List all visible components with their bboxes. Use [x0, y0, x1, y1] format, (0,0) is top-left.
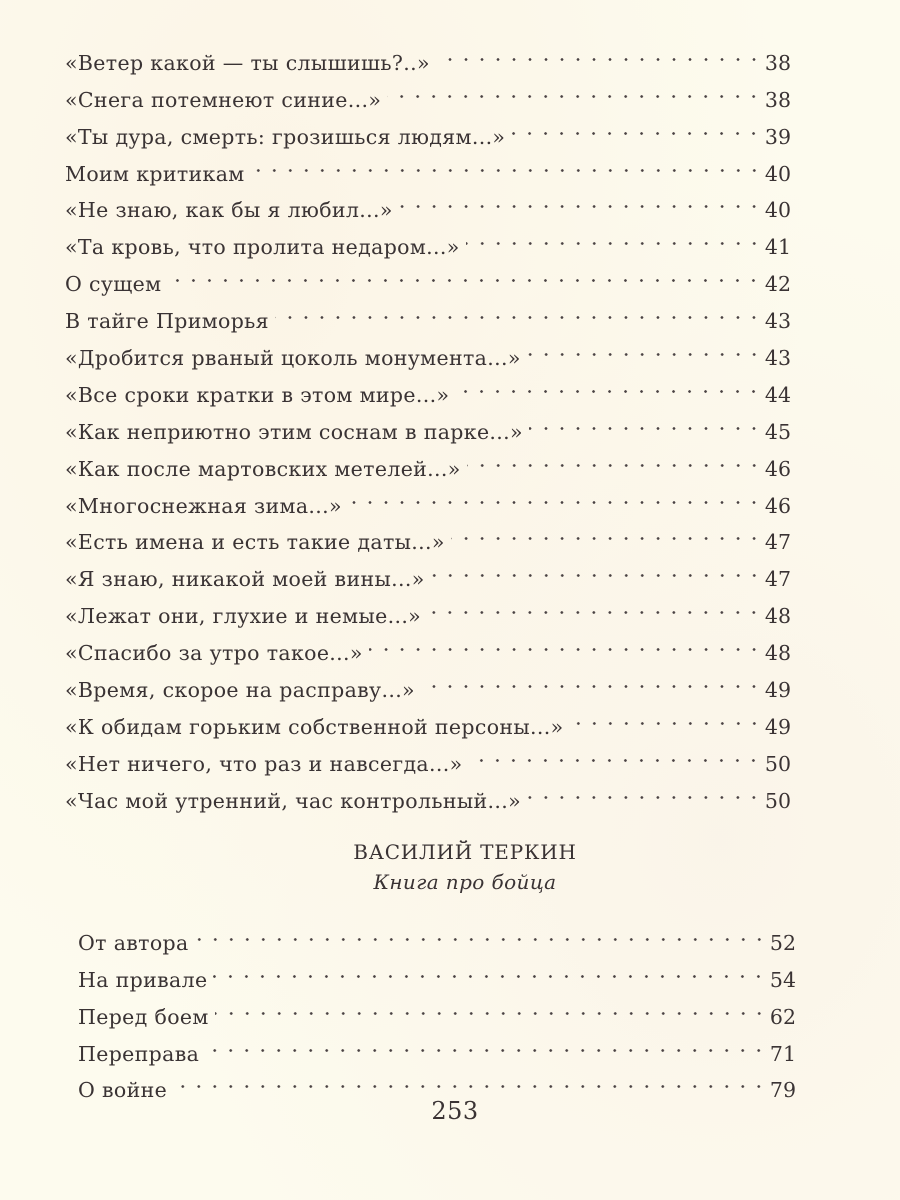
page-number-footer: 253 [431, 1097, 479, 1125]
dot-leader [468, 734, 761, 771]
entry-title: На привале [78, 967, 208, 992]
entry-page-number: 52 [769, 930, 796, 955]
entry-title: В тайге Приморья [65, 309, 269, 334]
dot-leader [167, 254, 761, 291]
entry-title: «Я знаю, никакой моей вины...» [65, 567, 425, 592]
entry-title: «Ветер какой — ты слышишь?..» [65, 50, 430, 75]
dot-leader [466, 217, 762, 254]
entry-title: «Час мой утренний, час контрольный...» [65, 788, 522, 813]
entry-title: «Ты дура, смерть: грозишься людям...» [65, 124, 506, 149]
entry-title: «Спасибо за утро такое...» [65, 641, 363, 666]
toc-entry [65, 33, 791, 75]
entry-title: Моим критикам [65, 161, 245, 186]
entry-title: «Дробится рваный цоколь монумента...» [65, 346, 521, 371]
section-subtitle: Книга про бойца [373, 870, 557, 894]
table-of-contents-part-2 [78, 913, 796, 1103]
entry-title: «Многоснежная зима...» [65, 493, 342, 518]
entry-page-number: 48 [764, 604, 791, 629]
entry-page-number: 49 [764, 714, 791, 739]
dot-leader [421, 660, 762, 697]
entry-page-number: 45 [764, 419, 791, 444]
entry-title: От автора [78, 930, 189, 955]
entry-page-number: 46 [764, 456, 791, 481]
entry-page-number: 46 [764, 493, 791, 518]
entry-page-number: 43 [764, 346, 791, 371]
dot-leader [205, 1024, 767, 1061]
entry-title: О войне [78, 1078, 168, 1103]
entry-page-number: 38 [764, 87, 791, 112]
entry-page-number: 43 [764, 309, 791, 334]
entry-title: «Есть имена и есть такие даты...» [65, 530, 445, 555]
entry-page-number: 48 [764, 641, 791, 666]
entry-page-number: 49 [764, 678, 791, 703]
dot-leader [213, 950, 766, 987]
entry-title: «Лежат они, глухие и немые...» [65, 604, 422, 629]
dot-leader [369, 623, 762, 660]
dot-leader [451, 513, 762, 550]
entry-title: «Нет ничего, что раз и навсегда...» [65, 751, 463, 776]
dot-leader [173, 1061, 767, 1098]
dot-leader [275, 291, 762, 328]
entry-page-number: 44 [764, 382, 791, 407]
dot-leader [387, 70, 762, 107]
dot-leader [348, 476, 762, 513]
entry-title: «Все сроки кратки в этом мире...» [65, 382, 450, 407]
entry-page-number: 42 [764, 272, 791, 297]
entry-page-number: 41 [764, 235, 791, 260]
toc-entry [78, 1061, 796, 1103]
dot-leader [511, 107, 762, 144]
entry-page-number: 79 [769, 1078, 796, 1103]
dot-leader [195, 913, 767, 950]
dot-leader [455, 365, 762, 402]
dot-leader [467, 439, 762, 476]
entry-page-number: 39 [764, 124, 791, 149]
entry-page-number: 71 [769, 1041, 796, 1066]
dot-leader [529, 402, 762, 439]
entry-page-number: 38 [764, 50, 791, 75]
entry-title: «Не знаю, как бы я любил...» [65, 198, 393, 223]
dot-leader [427, 586, 762, 623]
dot-leader [436, 33, 762, 70]
entry-page-number: 40 [764, 198, 791, 223]
dot-leader [527, 328, 762, 365]
toc-entry [78, 913, 796, 955]
dot-leader [527, 771, 762, 808]
entry-page-number: 47 [764, 530, 791, 555]
section-title: ВАСИЛИЙ ТЕРКИН [353, 840, 577, 864]
entry-page-number: 47 [764, 567, 791, 592]
entry-page-number: 50 [764, 788, 791, 813]
entry-title: Переправа [78, 1041, 200, 1066]
toc-entry [65, 254, 791, 297]
dot-leader [399, 181, 762, 218]
entry-title: «Та кровь, что пролита недаром...» [65, 235, 460, 260]
table-of-contents-part-1 [65, 33, 791, 813]
entry-title: О сущем [65, 272, 162, 297]
dot-leader [431, 549, 762, 586]
entry-title: «Как неприютно этим соснам в парке...» [65, 419, 523, 444]
entry-title: «К обидам горьким собственной персоны...» [65, 714, 564, 739]
toc-entry [65, 291, 791, 334]
dot-leader [215, 987, 767, 1024]
entry-page-number: 40 [764, 161, 791, 186]
entry-title: «Время, скорое на расправу...» [65, 678, 415, 703]
entry-page-number: 62 [769, 1004, 796, 1029]
dot-leader [570, 697, 762, 734]
entry-page-number: 50 [764, 751, 791, 776]
dot-leader [251, 144, 762, 181]
entry-title: Перед боем [78, 1004, 209, 1029]
entry-title: «Снега потемнеют синие...» [65, 87, 382, 112]
entry-page-number: 54 [769, 967, 796, 992]
entry-title: «Как после мартовских метелей...» [65, 456, 461, 481]
